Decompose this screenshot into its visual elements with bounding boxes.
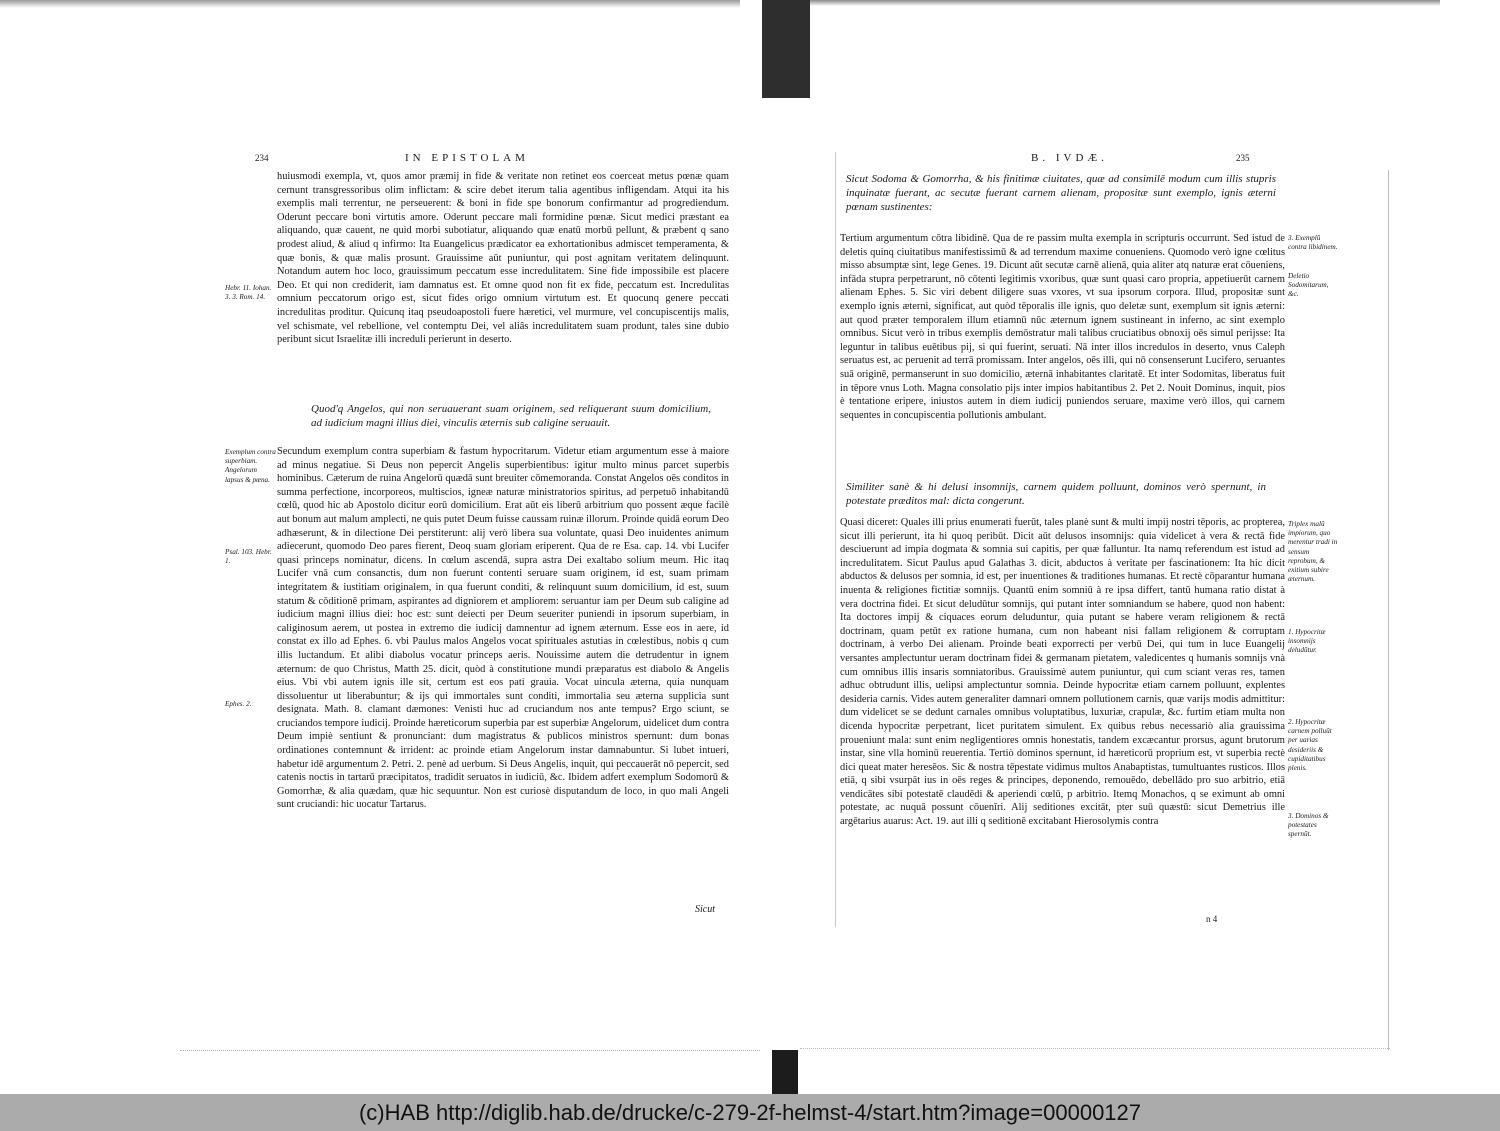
- marginal-note: Hebr. 11. Iohan. 3. 3. Rom. 14.: [225, 284, 272, 302]
- marginal-note: Exemplum contra superbiam. Angelorum lapsus & pœna.: [225, 448, 276, 484]
- page-bottom-edge-right: [800, 1048, 1390, 1050]
- binding-gutter-top: [762, 0, 810, 98]
- text-block-2: Secundum exemplum contra superbiam & fastum hypocritarum. Videtur etiam argumentum esse à maiore ad minus negatiue. Si Deus non pepercit Angelis superbientibus: igitur multo minus parcet superbis hominibus. Cæterum de ruina Angelorū quædā sunt breuiter cōmemoranda. Constat Angelos oēs conditos in summa perfectione, incorporeos, multiscios, igneæ naturæ ministratorios spiritus, ad perpetuō inhabitandū cœlū, quod hic ab Apostolo dicitur eorū domicilium. Erat aūt eis liberū arbitrium quo possent æque facilè aut bonum aut malum amplecti, ne quis putet Deum fuisse caussam ruinæ illorum. Proinde quidā eorum Deo adhæserunt, & in dilectione Dei perstiterunt: alij verò libera sua voluntate, quasi Deo inuidentes animum adiecerunt, quomodo Deo pares fierent, Deoq suam gloriam eriperent. Qua de re Esa. cap. 14. vbi Lucifer quasi princeps nominatur, dicens. In cœlum ascendā, supra astra Dei exaltabo solium meum. Hic itaq Lucifer vnā cum consanctis, dum non fuerunt contenti seruare suam originem, id est, suam primam integritatem & iustitiam originalem, in qua fuerunt conditi, & relinquunt suum domicilium, id est, suum statum & cōditionē primam, aspirantes ad digniorem et ampliorem: seruantur iam per Deum sub caligine ad iudicium magni illius diei: hoc est: sunt deiecti per Deum seueriter puniendi in ipsorum superbiam, in caliginosum aerem, ut postea in extremo die iudicij damnentur ad ignem æternum. Esse eos in aere, id constat ex illo ad Ephes. 6. vbi Paulus malos Angelos vocat spirituales astutias in cœlestibus, nobis q cum illis luctandum. Et alibi diabolus vocatur princeps aeris. Nouissime autem die detrudentur in ignem æternum: de quo Christus, Matth 25. dicit, quòd à constitutione mundi præparatus est diabolo & Angelis eius. Vbi vbi autem ignis ille sit, certum est eos pati grauia. Vocat uincula æterna, quia nunquam dissoluentur ut liberabuntur; & ijs qui immortales sunt conditi, immortalia seu æterna supplicia sunt designata. Math. 8. clamant dæmones: Venisti huc ad cruciandum nos ante tempus? Ergo sciunt, se cruciandos tempore iudicij. Proinde hæreticorum superbia par est superbiæ Angelorum, uidelicet dum contra Deum impiè sentiunt & pronunciant: dum magistratus & publicos ministros spernunt: dum bonas ordinationes contemnunt & irrident: ac proinde etiam Angelorum instar damnabuntur. Si lubet intueri, habetur idē argumentum 2. Petri. 2. penè ad uerbum. Si Deus Angelis, inquit, qui peccauerāt nō pepercit, sed catenis noctis in tartarū præcipitatos, tradidit seruatos in iudiciū, &c. Ibidem adfert exemplum Sodomorū & Gomorrhæ, & alia quædam, quæ hic sequuntur. Non est curiosè disputandum de loco, in quo mali Angeli sunt cruciandi: hic uocatur Tartarus.: [277, 446, 729, 811]
- page-bottom-edge-left: [180, 1050, 760, 1052]
- text-block-1: Tertium argumentum cōtra libidinē. Qua de re passim multa exempla in scripturis occurrunt. Sed istud de deletis quinq ciuitatibus manifestissimū & ad terrendum maxime conueniens. Quomodo verò igne cœlitus misso absumptæ sint, lege Genes. 19. Dicunt aūt secutæ carnē alienā, quia aliter atq naturæ erat cōueniens, infāda stupra perpetrarunt, nō cōtenti legitimis vxoribus, quæ sunt quasi caro propria, appetiuerūt carnem alienam Ephes. 5. Sic viri debent diligere suas vxores, vt sua ipsorum corpora. Illud, propositæ sunt exemplo ignis æterni, significat, aut quòd tēporalis ille ignis, quo deletæ sunt, exemplum sit ignis æterni: aut quod præter temporalem illum etiamnū nūc æternum ignem sustineant in inferno, ac sint exemplo omnibus. Sicut verò in tribus exemplis demōstratur mali talibus cruciatibus obnoxij oēs simul perijsse: Ita leguntur in talibus euētibus pij, si qui fuerint, seruati. Nā inter illos incredulos in deserto, vnus Caleph seruatus est, ac peruenit ad terrā promissam. Inter angelos, oēs illi, qui nō consenserunt Lucifero, seruantes suā originē, permanserunt in suo domicilio, æternā inhabitantes claritatē. Et inter Sodomitas, liberatus fuit in tēpore vnus Loth. Magna consolatio pijs inter impios habitantibus 2. Pet 2. Nouit Dominus, inquit, pios è tentatione eripere, iniustos autem in diem iudicij puniendos seruare, maxime verò illos, qui carnem sequentes in concupiscentia pollutionis ambulant.: [840, 233, 1285, 421]
- running-head-left: IN EPISTOLAM: [405, 152, 529, 164]
- scripture-quote: Quod'q Angelos, qui non seruauerant suam originem, sed reliquerant suum domicilium, ad iudicium magni illius diei, vinculis æternis sub caligine seruauit.: [311, 403, 711, 429]
- copyright-footer: (c)HAB http://diglib.hab.de/drucke/c-279-2f-helmst-4/start.htm?image=00000127: [0, 1094, 1500, 1131]
- catchword: Sicut: [695, 904, 715, 915]
- text-block-1: huiusmodi exempla, vt, quos amor præmij in fide & veritate non retinet eos coerceat metus pœnæ quam cernunt transgressoribus olim inflictam: & scire debet iterum talia agentibus infligendam. Atqui ita his exemplis mali terrentur, ne perseuerent: & boni in fide spe bonorum confirmantur ad progrediendum. Oderunt peccare boni virtutis amore. Oderunt peccare mali formidine pœnæ. Sicut medici præstant ea aliquando, quæ cauent, ne quid morbi subotiatur, aliquando quæ enatū morbū pellunt, & præbent q sano prodest aliud, & aliud q infirmo: Ita Euangelicus prædicator ea exhortationibus admiscet temperamenta, & quæ bonis, & quæ malis prosunt. Grauissime aūt puniuntur, qui post agnitam veritatem delinquunt. Notandum autem hoc loco, grauissimum peccatum esse incredulitatem. Sine fide impossibile est placere Deo. Et qui non crediderit, iam damnatus est. Et omne quod non fit ex fide, peccatum est. Incredulitas omnium peccatorum origo est, sicut fides origo omnium virtutum est. Et quocunq genere peccati incredulitas proditur. Quicunq itaq pseudoapostoli fuere hæretici, vel murmure, vel concupiscentijs malis, vel schismate, vel rebellione, vel contemptu Dei, vel aliâs incredulitatem suam produnt, tales sine dubio peribunt sicut Israelitæ illi increduli perierunt in deserto.: [277, 171, 729, 346]
- right-page: [835, 152, 1361, 927]
- marginal-note: 3. Dominos & potestates spernūt.: [1288, 812, 1329, 839]
- marginal-note: Psal. 103. Hebr. 1.: [225, 548, 272, 566]
- marginal-note: 2. Hypocritæ carnem polluūt per uarias desideriis & cupiditatibus plenis.: [1288, 718, 1332, 773]
- text-block-2: Quasi diceret: Quales illi prius enumerati fuerūt, tales planè sunt & multi impij nostri tēporis, ac propterea, sicut illi perierunt, ita hi quoq peribūt. Dicit aūt delusos insomnijs: quia videlicet à vera & rectā fide desciuerunt ad impia dogmata & somnia sui capitis, per quæ falluntur. Ita namq referendum est istud ad incredulitatem. Sicut Paulus apud Galathas 3. dicit, abductos à veritate per fascinationem: Ita hic dicit abductos & delusos per somnia, id est, per inuentiones & traditiones humanas. Et rectè cōparantur humana inuenta & religiones fictitiæ somnijs. Quantū enim somniū à re ipsa differt, tantū humana ratio distat à vera doctrina fidei. Et sicut deludūtur somnijs, qui putant inter somniandum se habere, quod non habent: Ita doctores impij & ciquaces eorum deluduntur, quia putant se habere veram religionem & rectā doctrinam, quam petūt ex ratione humana, cum non habeant nisi fallam religionem & corruptam doctrinam, à verbo Dei alienam. Proinde beati exporrecti per verbū Dei, qui tum in luce Euangelij versantes amplectuntur ueram doctrinam fidei & germanam pietatem, valedicentes q humanis somnijs vnà cum omnibus illis insaris somniatoribus. Grauissimè autem puniuntur, qui cum sciant veras res, tamen adhuc obtrudunt illis, uelipsi amplectuntur somnia. Deinde hypocritæ etiam carnem polluunt, explentes desideria carnis. Vides autem generaliter damnari omnem pollutionem carnis, quæ varijs modis admittitur: dum videlicet se se dedunt carnales omnibus voluptatibus, luxuriæ, crapulæ, &c. furtim etiam multa non dicenda hypocritæ perpetrant, licet puritatem simulent. Ex quibus rebus necessariò alia grauissima proueniunt mala: sunt enim negligentiores omnis honestatis, tandem excæcantur prorsus, agunt brutorum instar, sine vlla hominū reuerentia. Tertiò dominos spernunt, id hæreticorū proprium est, vt superbia rectè dici queat mater heresēos. Sic & nostra tēpestate vidimus multos Anabaptistas, tumultuantes rusticos. Illos etiā, q sibi vsurpāt ius in oēs reges & principes, deponendo, remouēdo, debellādo pro suo arbitrio, etiā vendicātes sibi potestatē claudēdi & aperiendi cœlū, p arbitrio. Itemq Monachos, q se eximunt ab omni potestate, ac nuquā possunt cōuenīri. Alij seditiones excitāt, pter suū quæstū: sicut Demetrius ille argētarius auarus: Act. 19. aut illi q seditionē excitabant Hierosolymis contra: [840, 517, 1285, 828]
- scripture-quote: Sicut Sodoma & Gomorrha, & his finitimæ ciuitates, quæ ad consimilē modum cum illis stupris inquinatæ fuerant, ac secutæ fuerant carnem alienam, propositæ sunt exemplo, ignis æterni pœnam sustinentes:: [846, 173, 1276, 213]
- page-edge-line: [1388, 170, 1389, 1050]
- running-head-right: B. IVDÆ.: [1031, 152, 1108, 164]
- marginal-note: Ephes. 2.: [225, 700, 252, 708]
- marginal-note: 3. Exemplū contra libidinem.: [1288, 234, 1338, 252]
- marginal-note: 1. Hypocritæ insomnijs deludūtur.: [1288, 628, 1326, 655]
- marginal-note: Triplex malū impiorum, quo merentur tradi in sensum reprobum, & exitium subire æternum.: [1288, 520, 1338, 584]
- page-number-right: 235: [1236, 153, 1250, 163]
- marginal-note: Deletio Sodomitarum, &c.: [1288, 272, 1329, 299]
- left-page: [225, 152, 730, 922]
- page-edge-shadow-right: [800, 0, 1440, 6]
- binding-gutter-bottom: [772, 1050, 798, 1095]
- scripture-quote: Similiter sanè & hi delusi insomnijs, carnem quidem polluunt, dominos verò spernunt, in potestate præditos mal: dicta congerunt.: [846, 481, 1266, 507]
- page-edge-shadow: [0, 0, 740, 8]
- signature-mark: n 4: [1206, 914, 1218, 924]
- page-number-left: 234: [255, 153, 269, 163]
